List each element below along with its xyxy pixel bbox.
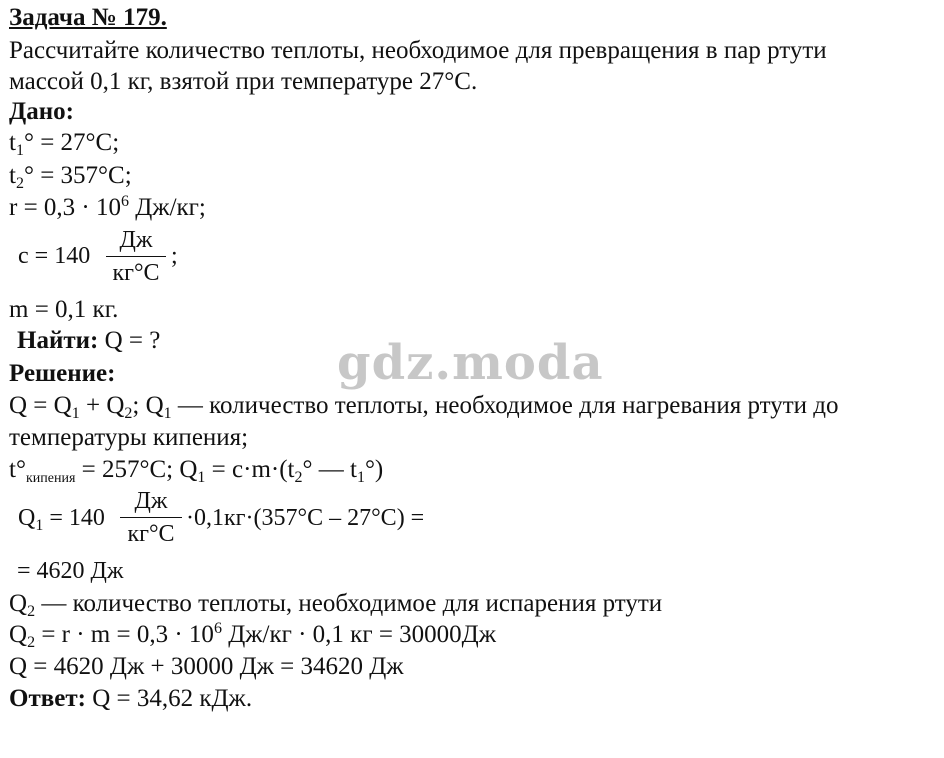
q1-numerator: Дж bbox=[134, 488, 168, 514]
find-label: Найти: bbox=[17, 327, 99, 354]
solution-line2: температуры кипения; bbox=[9, 424, 249, 451]
answer-value: Q = 34,62 кДж. bbox=[85, 685, 253, 712]
solution-line4: $Q_2$ — количество теплоты, необходимое для испарения ртути bbox=[9, 590, 663, 620]
task-text-line2: массой 0,1 кг, взятой при температуре 27°С. bbox=[9, 68, 478, 95]
given-t2: $t_2^\circ = 357^\circ С$; bbox=[9, 162, 132, 192]
given-c-fraction bbox=[106, 226, 166, 287]
fraction-bar bbox=[120, 517, 182, 518]
given-t1: $t_1^\circ = 27^\circ С$; bbox=[9, 129, 120, 159]
q1-denominator: кг°С bbox=[127, 521, 175, 547]
given-m: m = 0,1 кг. bbox=[9, 296, 119, 323]
given-c-right: ; bbox=[171, 243, 178, 269]
given-c-left: c = 140 bbox=[18, 243, 91, 269]
answer-line bbox=[9, 684, 252, 714]
find-value: Q = ? bbox=[98, 327, 161, 354]
q1-formula-right: ·0,1кг·(357°С – 27°С) = bbox=[186, 505, 425, 531]
q1-fraction bbox=[120, 487, 182, 548]
given-c-numerator: Дж bbox=[119, 227, 153, 253]
given-c-denominator: кг°С bbox=[112, 260, 160, 286]
fraction-bar bbox=[106, 256, 166, 257]
solution-line5: $Q_2 = r \cdot m = 0,3 \cdot 10^6$ Дж/кг · 0,1 кг = 30000Дж bbox=[9, 620, 497, 651]
q1-formula-left: $Q_1 = 140$ bbox=[18, 505, 105, 534]
given-r: $r = 0,3 \cdot 10^6$ Дж/кг; bbox=[9, 193, 206, 221]
watermark-logo: gdz.moda bbox=[337, 335, 604, 391]
solution-line3: $t^\circ_{кипения} = 257^\circ С$; $Q_1 = c\cdot m\cdot(t_2^\circ$ — $t_1^\circ$) bbox=[9, 456, 384, 486]
given-label: Дано: bbox=[9, 98, 74, 125]
q1-result: = 4620 Дж bbox=[17, 558, 124, 584]
solution-line6: Q = 4620 Дж + 30000 Дж = 34620 Дж bbox=[9, 653, 404, 680]
solution-label: Решение: bbox=[9, 360, 116, 387]
answer-label: Ответ: bbox=[9, 685, 86, 712]
task-title: Задача № 179. bbox=[9, 4, 167, 31]
find-line bbox=[17, 326, 160, 356]
task-text-line1: Рассчитайте количество теплоты, необходимое для превращения в пар ртути bbox=[9, 37, 827, 64]
solution-line1: $Q = Q_1 + Q_2$; $Q_1$ — количество теплоты, необходимое для нагревания ртути до bbox=[9, 392, 839, 422]
